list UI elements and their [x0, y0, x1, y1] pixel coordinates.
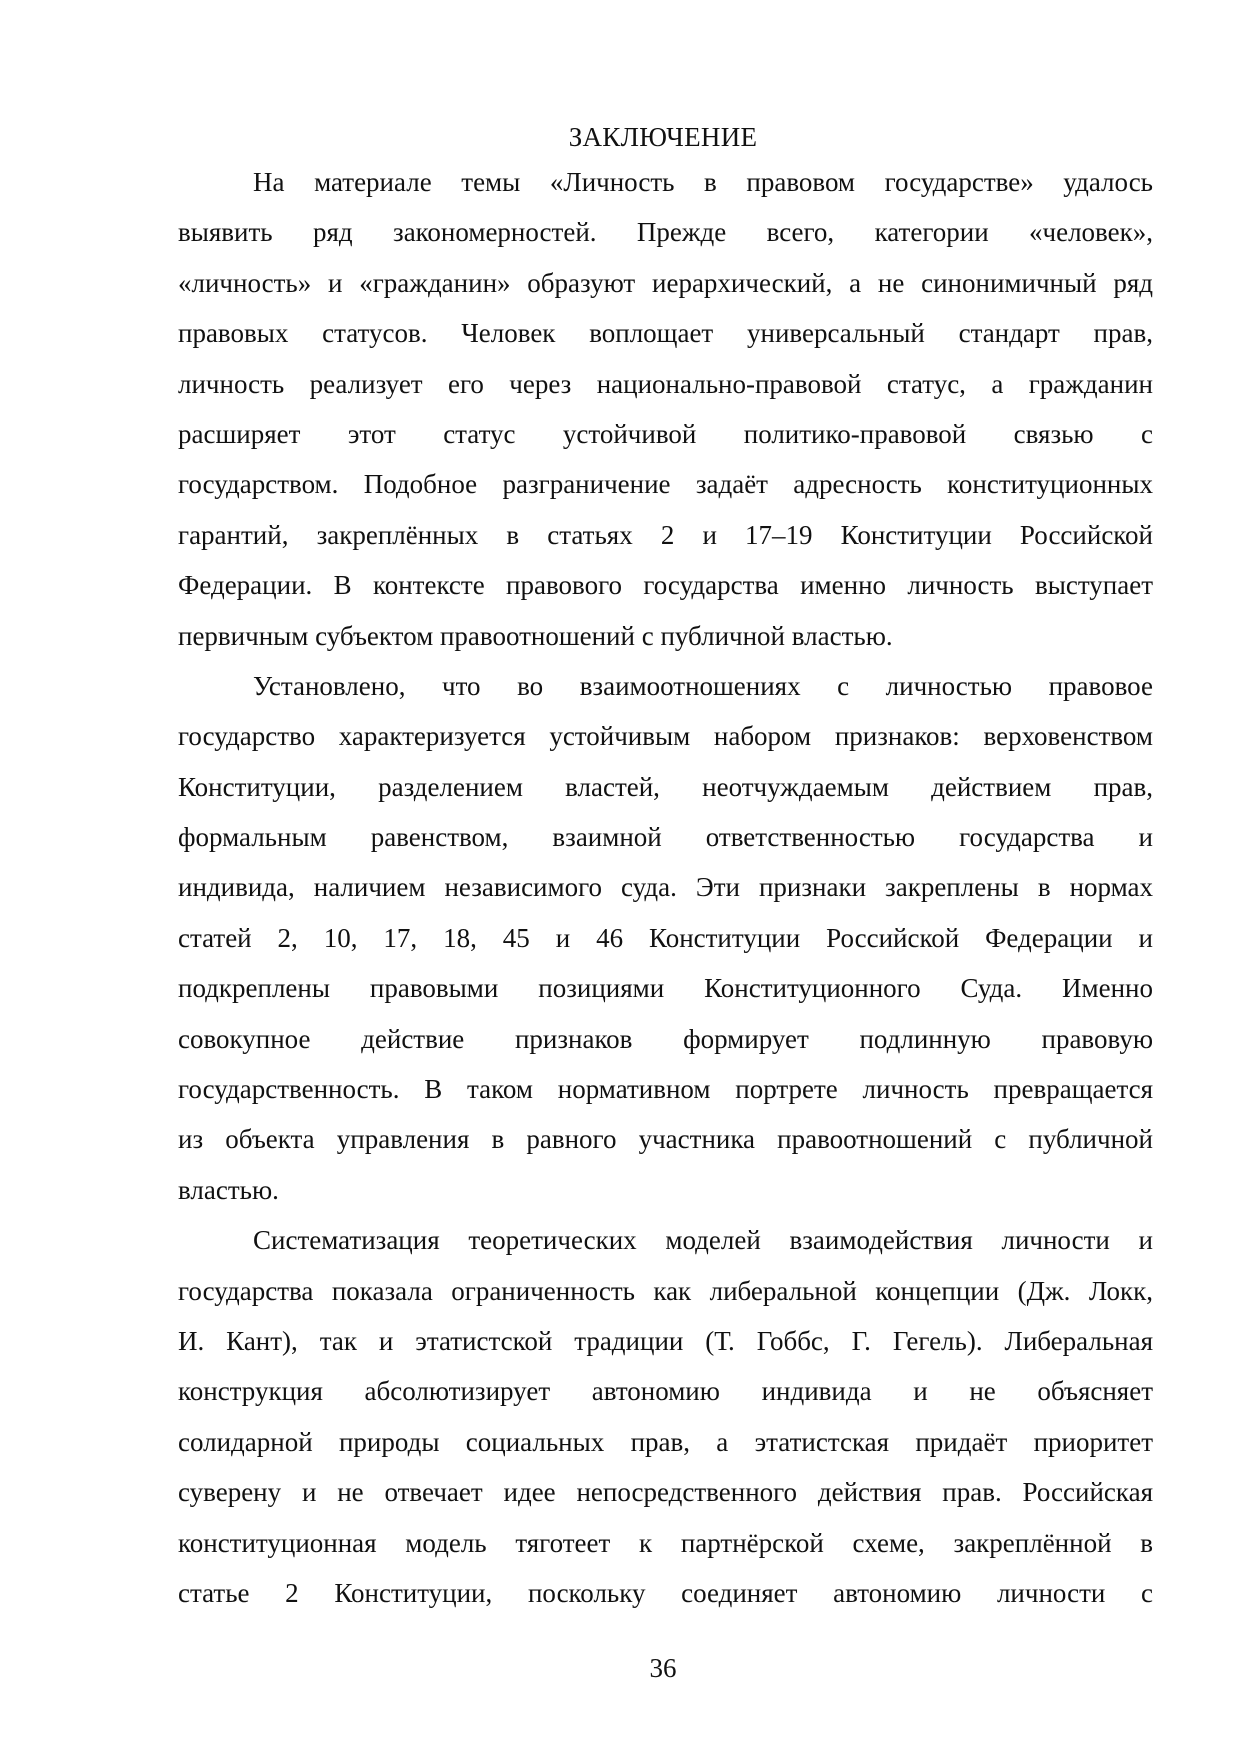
- text-line: статей 2, 10, 17, 18, 45 и 46 Конституции Российской Федерации и: [178, 922, 1153, 953]
- text-line: «личность» и «гражданин» образуют иерархический, а не синонимичный ряд: [178, 267, 1153, 298]
- text-line: из объекта управления в равного участника правоотношений с публичной: [178, 1124, 1153, 1155]
- text-line: расширяет этот статус устойчивой политико-правовой связью с: [178, 418, 1153, 449]
- text-line: правовых статусов. Человек воплощает универсальный стандарт прав,: [178, 318, 1153, 349]
- text-line: первичным субъектом правоотношений с публичной властью.: [178, 620, 893, 651]
- text-line: личность реализует его через национально-правовой статус, а гражданин: [178, 368, 1153, 399]
- page-number: 36: [649, 1653, 677, 1683]
- text-line: солидарной природы социальных прав, а этатистская придаёт приоритет: [178, 1426, 1153, 1457]
- text-line: государство характеризуется устойчивым набором признаков: верховенством: [178, 721, 1153, 752]
- paragraph: [178, 157, 1153, 661]
- text-line: гарантий, закреплённых в статьях 2 и 17–19 Конституции Российской: [178, 519, 1153, 550]
- text-line: суверену и не отвечает идее непосредственного действия прав. Российская: [178, 1477, 1153, 1508]
- text-line: государством. Подобное разграничение задаёт адресность конституционных: [178, 469, 1153, 500]
- text-line: выявить ряд закономерностей. Прежде всего, категории «человек»,: [178, 217, 1153, 248]
- text-line: индивида, наличием независимого суда. Эти признаки закреплены в нормах: [178, 872, 1153, 903]
- text-line: властью.: [178, 1174, 279, 1205]
- text-line: государственность. В таком нормативном портрете личность превращается: [178, 1074, 1153, 1105]
- text-line: подкреплены правовыми позициями Конституционного Суда. Именно: [178, 973, 1153, 1004]
- text-line: Конституции, разделением властей, неотчуждаемым действием прав,: [178, 771, 1153, 802]
- text-line: Систематизация теоретических моделей взаимодействия личности и: [253, 1225, 1153, 1256]
- paragraph: [178, 1215, 1153, 1618]
- text-line: конструкция абсолютизирует автономию индивида и не объясняет: [178, 1376, 1153, 1407]
- body-text: [178, 157, 1153, 1618]
- text-line: Установлено, что во взаимоотношениях с личностью правовое: [253, 670, 1153, 701]
- text-line: конституционная модель тяготеет к партнёрской схеме, закреплённой в: [178, 1527, 1153, 1558]
- text-line: Федерации. В контексте правового государства именно личность выступает: [178, 570, 1153, 601]
- text-line: совокупное действие признаков формирует подлинную правовую: [178, 1023, 1153, 1054]
- text-line: На материале темы «Личность в правовом государстве» удалось: [253, 167, 1153, 197]
- text-line: И. Кант), так и этатистской традиции (Т. Гоббс, Г. Гегель). Либеральная: [178, 1325, 1153, 1356]
- text-line: формальным равенством, взаимной ответственностью государства и: [178, 822, 1153, 853]
- page-title: ЗАКЛЮЧЕНИЕ: [568, 122, 758, 152]
- paragraph: [178, 661, 1153, 1215]
- text-line: государства показала ограниченность как либеральной концепции (Дж. Локк,: [178, 1275, 1153, 1306]
- text-line: статье 2 Конституции, поскольку соединяет автономию личности с: [178, 1577, 1153, 1608]
